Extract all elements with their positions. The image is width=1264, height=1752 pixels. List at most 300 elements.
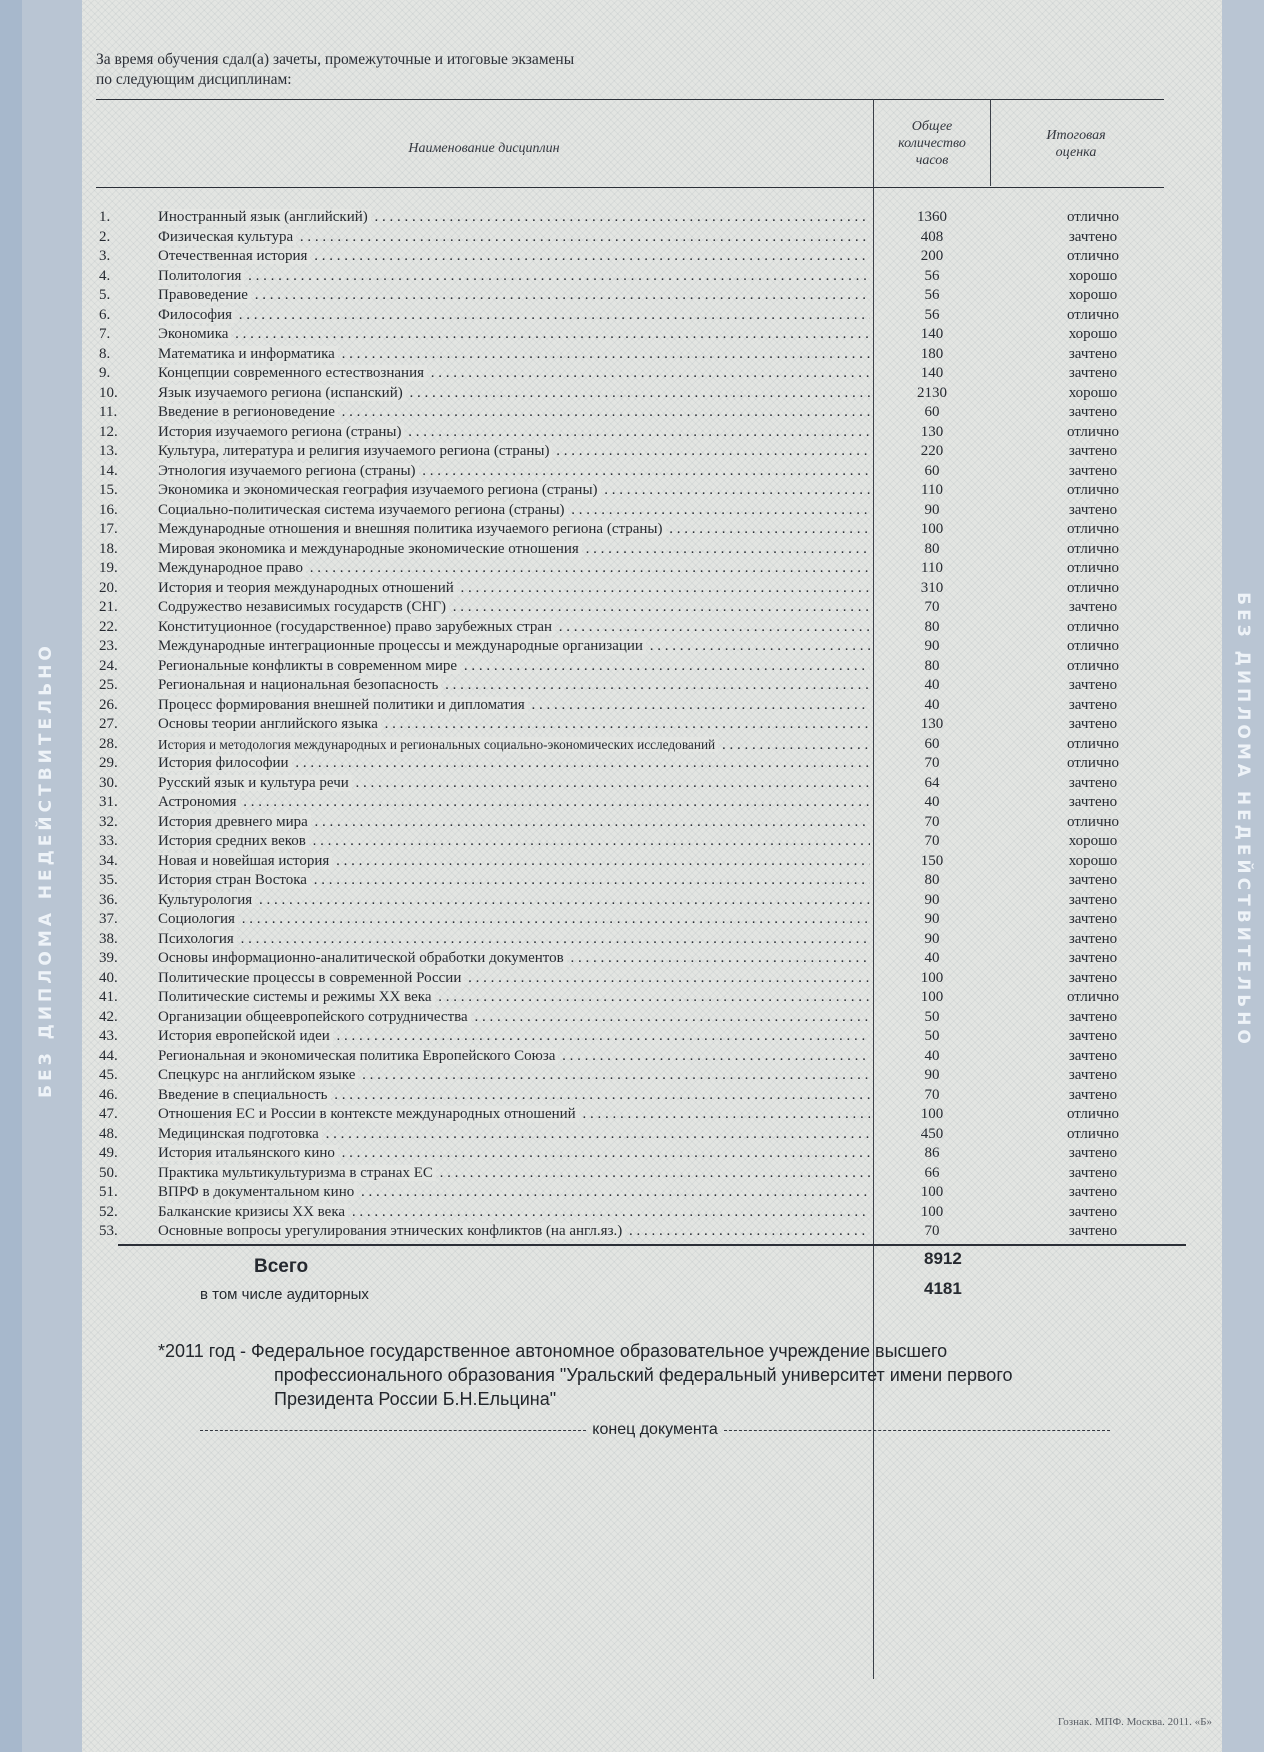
row-number: 4.	[99, 267, 111, 284]
row-number: 25.	[99, 677, 118, 693]
table-row	[0, 384, 1264, 404]
discipline-name	[158, 657, 870, 677]
discipline-name	[158, 891, 870, 911]
total-value: 8912	[924, 1249, 962, 1268]
discipline-name	[158, 481, 870, 501]
discipline-name	[158, 715, 870, 735]
discipline-hours: 100	[920, 1106, 944, 1122]
discipline-hours: 310	[920, 579, 944, 596]
table-row	[0, 891, 1264, 911]
header-hours: Общее количество часов	[898, 119, 966, 168]
row-number: 7.	[99, 326, 111, 342]
row-number: 40.	[99, 969, 118, 986]
discipline-grade: зачтено	[1068, 891, 1118, 908]
discipline-grade: хорошо	[1068, 287, 1118, 303]
row-number: 10.	[99, 384, 118, 401]
discipline-name	[158, 735, 870, 756]
discipline-name	[158, 1086, 870, 1106]
discipline-name-text: Культура, литература и религия изучаемого региона (страны)	[158, 443, 552, 459]
discipline-grade: отлично	[1066, 755, 1120, 771]
discipline-name-text: Правоведение	[158, 287, 251, 303]
discipline-name-text: Отечественная история	[158, 248, 310, 264]
discipline-name-text: ВПРФ в документальном кино	[158, 1184, 357, 1200]
discipline-hours: 110	[921, 560, 943, 576]
discipline-hours: 70	[924, 1086, 940, 1103]
discipline-hours: 80	[924, 618, 940, 635]
discipline-grade: зачтено	[1068, 677, 1118, 693]
discipline-hours: 110	[921, 482, 943, 498]
discipline-hours: 40	[924, 950, 940, 966]
discipline-grade: зачтено	[1068, 1067, 1118, 1083]
discipline-name-text: Политические процессы в современной России	[158, 970, 464, 986]
discipline-name	[158, 1008, 870, 1028]
table-row	[0, 1164, 1264, 1184]
discipline-name	[158, 364, 870, 384]
table-row	[0, 930, 1264, 950]
discipline-name	[158, 1027, 870, 1047]
discipline-hours: 80	[924, 872, 940, 888]
discipline-name	[158, 696, 870, 716]
discipline-name	[158, 403, 870, 423]
row-number: 44.	[99, 1047, 118, 1064]
discipline-grade: зачтено	[1068, 911, 1118, 927]
table-row	[0, 403, 1264, 423]
discipline-name-text: История и теория международных отношений	[158, 580, 457, 596]
discipline-name-text: Медицинская подготовка	[158, 1126, 322, 1142]
total-label: Всего	[254, 1256, 309, 1277]
intro-text	[96, 50, 876, 90]
discipline-name	[158, 228, 870, 248]
header-top-rule	[96, 99, 1164, 100]
discipline-name	[158, 247, 870, 267]
discipline-name	[158, 1066, 870, 1086]
discipline-grade: зачтено	[1068, 1164, 1118, 1181]
discipline-name-text: История европейской идеи	[158, 1028, 333, 1044]
intro-line-2: по следующим дисциплинам:	[96, 71, 292, 88]
row-number: 15.	[99, 482, 118, 498]
table-row	[0, 1066, 1264, 1086]
discipline-hours: 66	[924, 1164, 940, 1181]
discipline-hours: 40	[924, 1047, 940, 1064]
discipline-hours: 70	[924, 813, 940, 830]
discipline-name	[158, 754, 870, 774]
discipline-hours: 86	[924, 1145, 940, 1161]
discipline-grade: отлично	[1066, 306, 1120, 323]
discipline-grade: хорошо	[1068, 326, 1118, 342]
discipline-hours: 450	[920, 1125, 944, 1142]
discipline-hours: 100	[920, 989, 944, 1005]
discipline-name	[158, 1183, 870, 1203]
table-row	[0, 852, 1264, 872]
discipline-name	[158, 930, 870, 950]
discipline-grade: зачтено	[1068, 716, 1118, 732]
table-row	[0, 442, 1264, 462]
auditory-label: в том числе аудиторных	[200, 1286, 369, 1303]
discipline-name	[158, 1105, 870, 1125]
discipline-grade: зачтено	[1068, 501, 1118, 518]
discipline-grade: зачтено	[1068, 1184, 1118, 1200]
discipline-grade: зачтено	[1068, 930, 1118, 947]
discipline-hours: 130	[920, 716, 944, 732]
discipline-grade: отлично	[1066, 540, 1120, 557]
discipline-grade: хорошо	[1068, 833, 1118, 849]
discipline-hours: 40	[924, 696, 940, 713]
discipline-name-text: Математика и информатика	[158, 346, 338, 362]
discipline-name	[158, 598, 870, 618]
row-number: 47.	[99, 1106, 118, 1122]
discipline-name-text: Региональная и экономическая политика Европейского Союза	[158, 1048, 558, 1064]
discipline-grade: отлично	[1066, 618, 1120, 635]
discipline-grade: зачтено	[1068, 1145, 1118, 1161]
row-number: 34.	[99, 852, 118, 869]
discipline-grade: отлично	[1066, 248, 1120, 264]
discipline-name	[158, 793, 870, 813]
row-number: 48.	[99, 1125, 118, 1142]
discipline-hours: 40	[924, 677, 940, 693]
row-number: 49.	[99, 1145, 118, 1161]
table-row	[0, 579, 1264, 599]
row-number: 37.	[99, 911, 118, 927]
row-number: 33.	[99, 833, 118, 849]
header-bottom-rule	[96, 187, 1164, 188]
discipline-hours: 70	[924, 833, 940, 849]
discipline-grade: отлично	[1066, 638, 1120, 654]
discipline-name-text: Спецкурс на английском языке	[158, 1067, 358, 1083]
table-row	[0, 1203, 1264, 1223]
discipline-name-text: Социология	[158, 911, 238, 927]
discipline-name-text: Иностранный язык (английский)	[158, 209, 371, 225]
table-row	[0, 969, 1264, 989]
table-row	[0, 988, 1264, 1008]
discipline-name-text: Экономика	[158, 326, 231, 342]
discipline-grade: зачтено	[1068, 1203, 1118, 1220]
discipline-name	[158, 618, 870, 638]
discipline-name	[158, 1222, 870, 1242]
discipline-hours: 50	[924, 1008, 940, 1025]
discipline-hours: 80	[924, 540, 940, 557]
discipline-name	[158, 325, 870, 345]
discipline-hours: 56	[924, 267, 940, 284]
row-number: 19.	[99, 560, 118, 576]
row-number: 21.	[99, 599, 118, 615]
discipline-hours: 60	[924, 735, 940, 752]
discipline-grade: хорошо	[1068, 852, 1118, 869]
discipline-name	[158, 384, 870, 404]
printer-imprint: Гознак. МПФ. Москва. 2011. «Б»	[1057, 1716, 1212, 1728]
row-number: 18.	[99, 540, 118, 557]
row-number: 51.	[99, 1184, 118, 1200]
discipline-hours: 90	[924, 891, 940, 908]
row-number: 2.	[99, 228, 111, 245]
discipline-hours: 408	[920, 228, 944, 245]
discipline-grade: зачтено	[1068, 1008, 1118, 1025]
table-row	[0, 1047, 1264, 1067]
intro-line-1: За время обучения сдал(а) зачеты, промежуточные и итоговые экзамены	[96, 51, 575, 68]
discipline-name	[158, 501, 870, 521]
discipline-hours: 100	[920, 521, 944, 537]
discipline-name	[158, 442, 870, 462]
discipline-name	[158, 832, 870, 852]
table-row	[0, 462, 1264, 482]
table-row	[0, 715, 1264, 735]
table-row	[0, 559, 1264, 579]
discipline-hours: 90	[924, 638, 940, 654]
header-discipline: Наименование дисциплин	[408, 141, 560, 156]
discipline-grade: отлично	[1066, 482, 1120, 498]
table-row	[0, 696, 1264, 716]
discipline-name-text: Организации общеевропейского сотрудничества	[158, 1009, 471, 1025]
end-of-document-line	[200, 1421, 1110, 1439]
discipline-hours: 70	[924, 599, 940, 615]
discipline-name	[158, 1125, 870, 1145]
discipline-hours: 70	[924, 1223, 940, 1239]
discipline-hours: 56	[924, 287, 940, 303]
discipline-grade: зачтено	[1068, 1047, 1118, 1064]
discipline-hours: 90	[924, 930, 940, 947]
discipline-name-text: Балканские кризисы XX века	[158, 1204, 348, 1220]
row-number: 36.	[99, 891, 118, 908]
discipline-name	[158, 559, 870, 579]
row-number: 26.	[99, 696, 118, 713]
table-row	[0, 1222, 1264, 1242]
discipline-hours: 140	[920, 365, 944, 381]
discipline-hours: 90	[924, 1067, 940, 1083]
discipline-grade: отлично	[1066, 560, 1120, 576]
discipline-grade: отлично	[1066, 813, 1120, 830]
discipline-name-text: Политические системы и режимы XX века	[158, 989, 435, 1005]
discipline-grade: зачтено	[1068, 794, 1118, 810]
discipline-name-text: Социально-политическая система изучаемого региона (страны)	[158, 502, 568, 518]
discipline-name-text: Культурология	[158, 892, 255, 908]
table-row	[0, 1144, 1264, 1164]
row-number: 31.	[99, 794, 118, 810]
discipline-name-text: История итальянского кино	[158, 1145, 338, 1161]
row-number: 12.	[99, 423, 118, 440]
discipline-name	[158, 910, 870, 930]
discipline-name-text: История стран Востока	[158, 872, 310, 888]
discipline-name-text: История изучаемого региона (страны)	[158, 424, 404, 440]
discipline-grade: зачтено	[1068, 774, 1118, 791]
discipline-grade: зачтено	[1068, 696, 1118, 713]
discipline-grade: зачтено	[1068, 345, 1118, 362]
table-row	[0, 910, 1264, 930]
discipline-grade: зачтено	[1068, 1223, 1118, 1239]
row-number: 50.	[99, 1164, 118, 1181]
discipline-name-text: История средних веков	[158, 833, 309, 849]
discipline-grade: отлично	[1066, 209, 1120, 225]
discipline-grade: зачтено	[1068, 228, 1118, 245]
end-of-document-label: конец документа	[592, 1421, 718, 1438]
table-row	[0, 754, 1264, 774]
discipline-hours: 40	[924, 794, 940, 810]
row-number: 45.	[99, 1067, 118, 1083]
discipline-name-text: Физическая культура	[158, 229, 296, 245]
table-row	[0, 345, 1264, 365]
discipline-name-text: Язык изучаемого региона (испанский)	[158, 385, 406, 401]
table-row	[0, 793, 1264, 813]
footnote-line-1: *2011 год - Федеральное государственное автономное образовательное учреждение высшего	[158, 1341, 948, 1361]
table-row	[0, 247, 1264, 267]
discipline-grade: зачтено	[1068, 443, 1118, 459]
discipline-grade: хорошо	[1068, 267, 1118, 284]
discipline-name	[158, 813, 870, 833]
discipline-name-text: Процесс формирования внешней политики и дипломатия	[158, 697, 528, 713]
row-number: 9.	[99, 365, 111, 381]
row-number: 24.	[99, 657, 118, 674]
row-number: 28.	[99, 735, 118, 752]
row-number: 5.	[99, 287, 111, 303]
discipline-grade: хорошо	[1068, 384, 1118, 401]
discipline-hours: 220	[920, 443, 944, 459]
table-row	[0, 1027, 1264, 1047]
discipline-name	[158, 267, 870, 287]
totals-rule	[118, 1244, 1186, 1246]
discipline-name	[158, 949, 870, 969]
discipline-name	[158, 1047, 870, 1067]
discipline-grade: зачтено	[1068, 462, 1118, 479]
row-number: 27.	[99, 716, 118, 732]
discipline-name	[158, 637, 870, 657]
discipline-name	[158, 208, 870, 228]
discipline-grade: отлично	[1066, 1106, 1120, 1122]
discipline-hours: 70	[924, 755, 940, 771]
discipline-name-text: Международные отношения и внешняя политика изучаемого региона (страны)	[158, 521, 666, 537]
discipline-grade: отлично	[1066, 521, 1120, 537]
discipline-hours: 200	[920, 248, 944, 264]
discipline-name-text: Практика мультикультуризма в странах ЕС	[158, 1165, 436, 1181]
table-row	[0, 1125, 1264, 1145]
table-row	[0, 1086, 1264, 1106]
table-row	[0, 832, 1264, 852]
discipline-name	[158, 579, 870, 599]
discipline-name	[158, 1144, 870, 1164]
table-row	[0, 1183, 1264, 1203]
row-number: 53.	[99, 1223, 118, 1239]
discipline-hours: 140	[920, 326, 944, 342]
header-grade: Итоговая оценка	[1046, 128, 1106, 160]
discipline-name	[158, 423, 870, 443]
discipline-grade: отлично	[1066, 735, 1120, 752]
row-number: 20.	[99, 579, 118, 596]
discipline-grade: отлично	[1066, 1125, 1120, 1142]
discipline-name-text: Основы теории английского языка	[158, 716, 381, 732]
row-number: 13.	[99, 443, 118, 459]
row-number: 14.	[99, 462, 118, 479]
discipline-name	[158, 676, 870, 696]
discipline-name	[158, 1203, 870, 1223]
discipline-name	[158, 988, 870, 1008]
row-number: 42.	[99, 1008, 118, 1025]
row-number: 1.	[99, 209, 111, 225]
table-row	[0, 1105, 1264, 1125]
table-row	[0, 1008, 1264, 1028]
discipline-name-text: Отношения ЕС и России в контексте международных отношений	[158, 1106, 579, 1122]
table-row	[0, 267, 1264, 287]
discipline-name-text: Этнология изучаемого региона (страны)	[158, 463, 419, 479]
disciplines-table-body	[0, 208, 1264, 1242]
discipline-hours: 60	[924, 404, 940, 420]
discipline-name-text: Философия	[158, 307, 235, 323]
discipline-name-text: Астрономия	[158, 794, 240, 810]
table-row	[0, 657, 1264, 677]
discipline-name	[158, 852, 870, 872]
row-number: 39.	[99, 950, 118, 966]
discipline-hours: 90	[924, 911, 940, 927]
discipline-name	[158, 306, 870, 326]
discipline-name-text: Экономика и экономическая география изучаемого региона (страны)	[158, 482, 601, 498]
discipline-name	[158, 540, 870, 560]
row-number: 41.	[99, 989, 118, 1005]
discipline-name-text: Региональная и национальная безопасность	[158, 677, 441, 693]
discipline-name	[158, 969, 870, 989]
row-number: 3.	[99, 248, 111, 264]
discipline-name-text: История философии	[158, 755, 292, 771]
table-row	[0, 520, 1264, 540]
discipline-hours: 130	[920, 423, 944, 440]
discipline-name-text: История и методология международных и региональных социально-экономических исследований	[158, 737, 718, 752]
discipline-hours: 100	[920, 1184, 944, 1200]
table-row	[0, 481, 1264, 501]
discipline-hours: 2130	[917, 384, 947, 401]
discipline-name-text: Международное право	[158, 560, 306, 576]
discipline-name-text: Новая и новейшая история	[158, 853, 332, 869]
row-number: 52.	[99, 1203, 118, 1220]
row-number: 16.	[99, 501, 118, 518]
table-row	[0, 774, 1264, 794]
end-dash-right	[724, 1430, 1110, 1431]
row-number: 8.	[99, 345, 111, 362]
discipline-grade: отлично	[1066, 657, 1120, 674]
discipline-hours: 180	[920, 345, 944, 362]
row-number: 35.	[99, 872, 118, 888]
discipline-name	[158, 774, 870, 794]
footnote	[158, 1339, 1138, 1411]
row-number: 23.	[99, 638, 118, 654]
discipline-hours: 50	[924, 1028, 940, 1044]
discipline-name	[158, 1164, 870, 1184]
discipline-name-text: Введение в регионоведение	[158, 404, 338, 420]
table-row	[0, 228, 1264, 248]
table-row	[0, 949, 1264, 969]
row-number: 17.	[99, 521, 118, 537]
row-number: 46.	[99, 1086, 118, 1103]
table-row	[0, 540, 1264, 560]
table-row	[0, 618, 1264, 638]
watermark-text-left: БЕЗ ДИПЛОМА НЕДЕЙСТВИТЕЛЬНО	[36, 642, 56, 1098]
discipline-name	[158, 286, 870, 306]
discipline-hours: 1360	[917, 209, 947, 225]
discipline-grade: зачтено	[1068, 872, 1118, 888]
table-row	[0, 501, 1264, 521]
discipline-name-text: Международные интеграционные процессы и международные организации	[158, 638, 646, 654]
row-number: 30.	[99, 774, 118, 791]
row-number: 43.	[99, 1028, 118, 1044]
footnote-line-2: профессионального образования "Уральский федеральный университет имени первого	[274, 1365, 1013, 1385]
discipline-name	[158, 871, 870, 891]
discipline-grade: зачтено	[1068, 599, 1118, 615]
discipline-name-text: История древнего мира	[158, 814, 311, 830]
discipline-name-text: Основные вопросы урегулирования этнических конфликтов (на англ.яз.)	[158, 1223, 625, 1239]
auditory-value: 4181	[924, 1279, 962, 1298]
row-number: 11.	[99, 404, 118, 420]
table-row	[0, 676, 1264, 696]
table-row	[0, 325, 1264, 345]
row-number: 32.	[99, 813, 118, 830]
discipline-grade: зачтено	[1068, 969, 1118, 986]
discipline-name-text: Введение в специальность	[158, 1087, 331, 1103]
table-row	[0, 423, 1264, 443]
discipline-name	[158, 462, 870, 482]
